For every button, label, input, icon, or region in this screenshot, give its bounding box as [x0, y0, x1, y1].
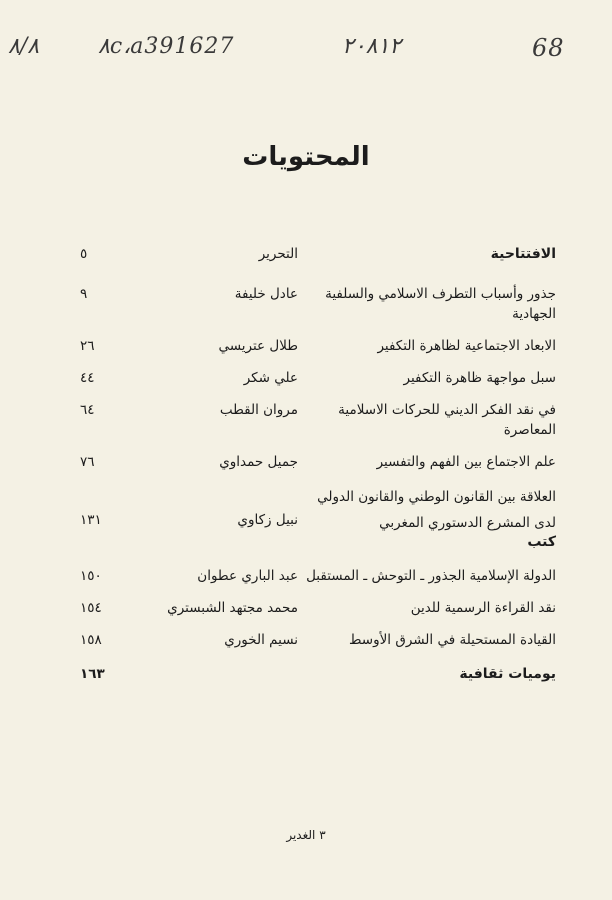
toc-page-number: ٧٦ — [80, 454, 95, 470]
toc-section-editorial — [80, 244, 556, 548]
toc-row — [80, 368, 556, 388]
toc-page-number: ٦٤ — [80, 402, 95, 418]
toc-title: علم الاجتماع بين الفهم والتفسير — [376, 454, 556, 470]
toc-row — [80, 336, 556, 356]
toc-title: جذور وأسباب التطرف الاسلامي والسلفية الجهادية — [325, 286, 556, 322]
toc-author: جميل حمداوي — [219, 454, 298, 470]
toc-page-number: ١٥٠ — [80, 568, 102, 584]
toc-author: عبد الباري عطوان — [197, 568, 298, 584]
toc-row — [80, 452, 556, 472]
toc-title: القيادة المستحيلة في الشرق الأوسط — [348, 632, 556, 648]
toc-title-line: العلاقة بين القانون الوطني والقانون الدولي — [317, 489, 556, 505]
toc-title: الدولة الإسلامية الجذور ـ التوحش ـ المستقبل — [306, 568, 556, 584]
toc-row-editorial — [80, 244, 556, 264]
toc-author: محمد مجتهد الشبستري — [167, 600, 298, 616]
toc-author: طلال عتريسي — [218, 338, 298, 354]
toc-title-line: لدى المشرع الدستوري المغربي — [379, 515, 556, 531]
page-footer: ٣ الغدير — [286, 828, 326, 842]
toc-author: مروان القطب — [219, 402, 298, 418]
toc-row — [80, 598, 556, 618]
toc-row — [80, 284, 556, 324]
toc-page-number: ١٣١ — [80, 512, 102, 528]
handwritten-catalog-code: ٨c،a391627 — [98, 34, 235, 59]
page-title: المحتويات — [242, 142, 370, 172]
toc-author: نبيل زكاوي — [237, 512, 298, 528]
toc-author: نسيم الخوري — [224, 632, 298, 648]
toc-page-number: ١٥٤ — [80, 600, 102, 616]
toc-section-diaries — [80, 664, 556, 696]
toc-row-diaries — [80, 664, 556, 684]
toc-author: علي شكر — [243, 370, 298, 386]
toc-author: عادل خليفة — [234, 286, 298, 302]
toc-title: سبل مواجهة ظاهرة التكفير — [403, 370, 556, 386]
toc-title: في نقد الفكر الديني للحركات الاسلامية المعاصرة — [338, 402, 556, 438]
toc-title — [298, 484, 556, 536]
toc-page-number: ٢٦ — [80, 338, 95, 354]
toc-row — [80, 566, 556, 586]
toc-page-number: ١٦٣ — [80, 666, 105, 682]
toc-title: الابعاد الاجتماعية لظاهرة التكفير — [377, 338, 556, 354]
toc-title: نقد القراءة الرسمية للدين — [410, 600, 556, 616]
toc-page-number: ٤٤ — [80, 370, 95, 386]
handwritten-note-right: 68 — [532, 34, 565, 62]
toc-page-number: ١٥٨ — [80, 632, 102, 648]
section-heading: الافتتاحية — [490, 246, 556, 262]
toc-row — [80, 400, 556, 440]
handwritten-note-middle: ٢٠٨١٢ — [342, 34, 402, 59]
section-heading: كتب — [527, 534, 556, 550]
handwritten-note-left: ٨/٨ — [8, 34, 40, 59]
toc-author: التحرير — [258, 246, 298, 262]
section-heading: يوميات ثقافية — [459, 666, 556, 682]
toc-row — [80, 484, 556, 536]
toc-page-number: ٩ — [80, 286, 88, 302]
toc-row — [80, 630, 556, 650]
toc-page-number: ٥ — [80, 246, 88, 262]
toc-section-books — [80, 532, 556, 662]
